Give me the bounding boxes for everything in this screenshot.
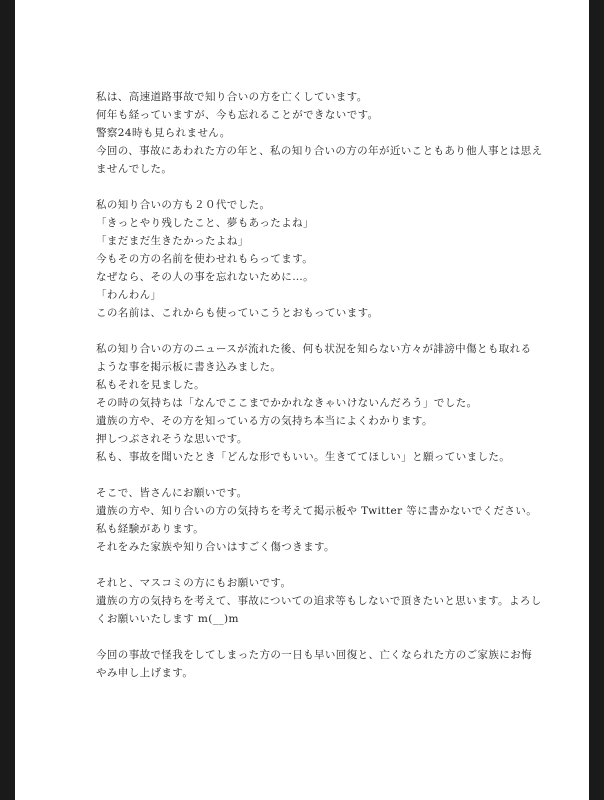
text-line: 今回の事故で怪我をしてしまった方の一日も早い回復と、亡くなられた方のご家族にお悔 bbox=[96, 649, 532, 661]
text-line: やみ申し上げます。 bbox=[96, 667, 194, 679]
text-line: 警察24時も見られません。 bbox=[96, 127, 231, 139]
text-line: 私も経験があります。 bbox=[96, 523, 205, 535]
document-body bbox=[96, 88, 543, 682]
text-line: そこで、皆さんにお願いです。 bbox=[96, 487, 248, 499]
document-page bbox=[15, 0, 589, 800]
paragraph bbox=[96, 646, 536, 682]
paragraph bbox=[96, 574, 542, 628]
paragraph bbox=[96, 88, 543, 178]
paragraph bbox=[96, 484, 536, 556]
text-line: 押しつぶされそうな思いです。 bbox=[96, 433, 248, 445]
text-line: 私の知り合いの方のニュースが流れた後、何も状況を知らない方々が誹謗中傷とも取れる bbox=[96, 343, 532, 355]
text-line: 遺族の方や、知り合いの方の気持ちを考えて掲示板や Twitter 等に書かないでください。 bbox=[96, 505, 538, 517]
text-line: それと、マスコミの方にもお願いです。 bbox=[96, 577, 292, 589]
text-line: その時の気持ちは「なんでここまでかかれなきゃいけないんだろう」でした。 bbox=[96, 397, 478, 409]
text-line: 何年も経っていますが、今も忘れることができないです。 bbox=[96, 109, 379, 121]
text-line: この名前は、これからも使っていこうとおもっています。 bbox=[96, 307, 379, 319]
text-line: 「まだまだ生きたかったよね」 bbox=[96, 235, 249, 247]
text-line: くお願いいたします m(__)m bbox=[96, 613, 239, 625]
text-line: 遺族の方の気持ちを考えて、事故についての追求等もしないで頂きたいと思います。よろし bbox=[96, 595, 542, 607]
text-line: ような事を掲示板に書き込みました。 bbox=[96, 361, 282, 373]
text-line: 「わんわん」 bbox=[96, 289, 162, 301]
text-line: 私もそれを見ました。 bbox=[96, 379, 205, 391]
text-line: それをみた家族や知り合いはすごく傷つきます。 bbox=[96, 541, 335, 553]
paragraph bbox=[96, 340, 536, 466]
paragraph bbox=[96, 196, 536, 322]
text-line: なぜなら、その人の事を忘れないために…。 bbox=[96, 271, 314, 283]
text-line: 「きっとやり残したこと、夢もあったよね」 bbox=[96, 217, 314, 229]
text-line: 今もその方の名前を使わせれもらってます。 bbox=[96, 253, 314, 265]
text-line: 遺族の方や、その方を知っている方の気持ち本当によくわかります。 bbox=[96, 415, 433, 427]
text-line: 私は、高速道路事故で知り合いの方を亡くしています。 bbox=[96, 91, 368, 103]
text-line: ませんでした。 bbox=[96, 163, 173, 175]
text-line: 私の知り合いの方も２０代でした。 bbox=[96, 199, 271, 211]
text-line: 私も、事故を聞いたとき「どんな形でもいい。生きててほしい」と願っていました。 bbox=[96, 451, 511, 463]
text-line: 今回の、事故にあわれた方の年と、私の知り合いの方の年が近いこともあり他人事とは思え bbox=[96, 145, 543, 157]
